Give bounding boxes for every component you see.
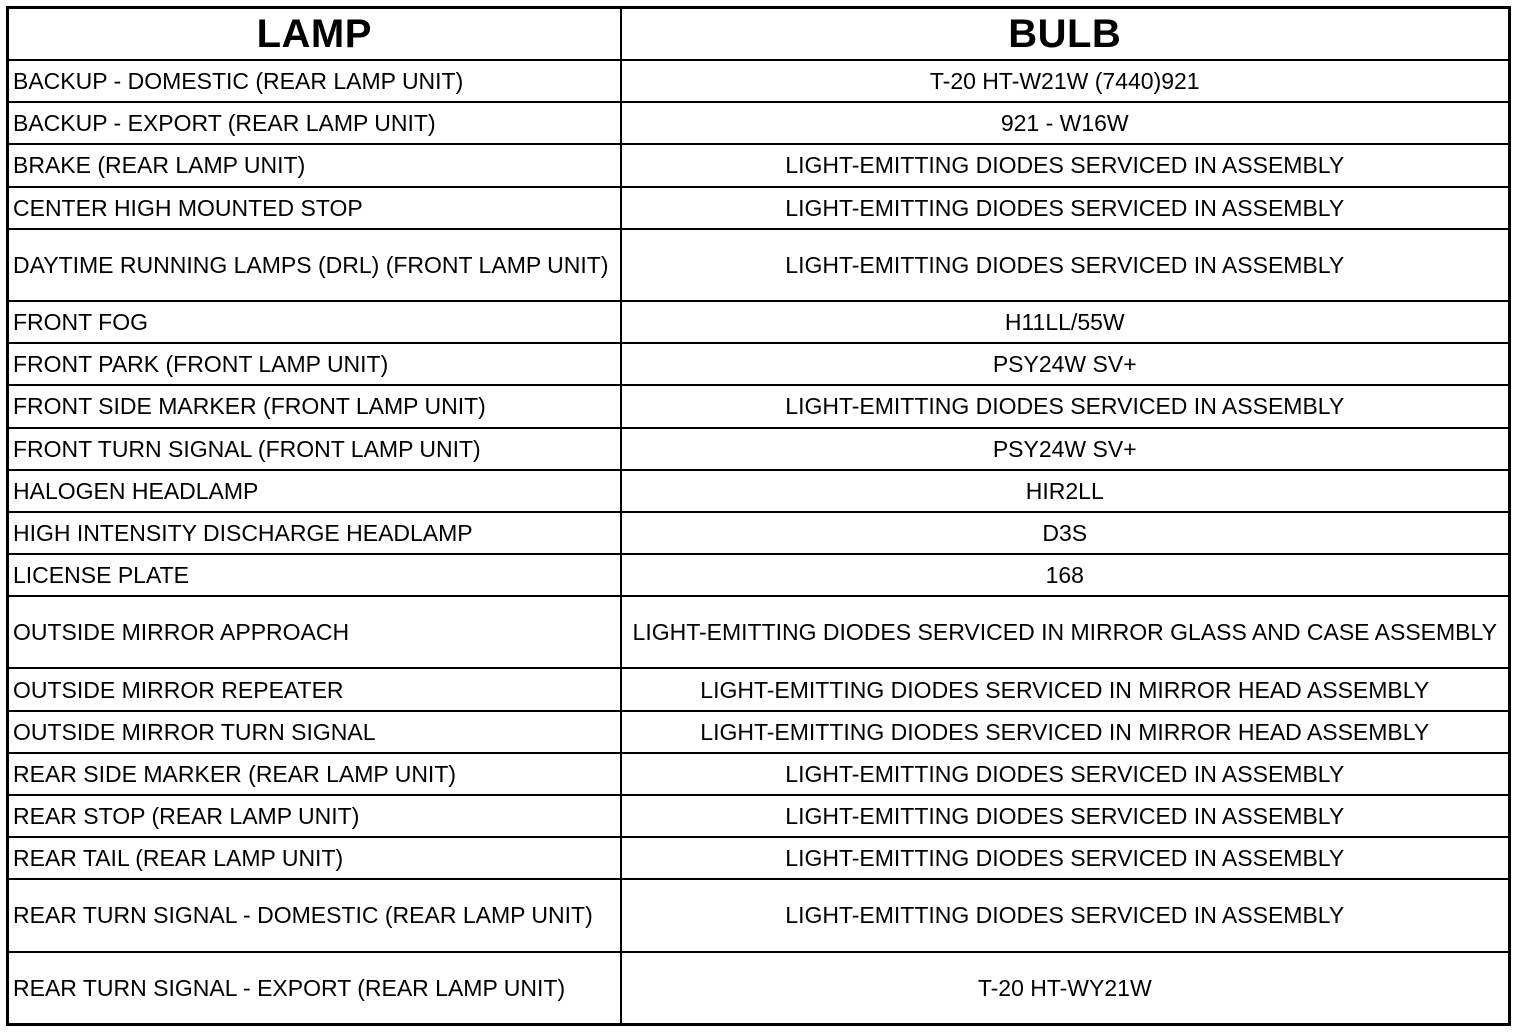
bulb-cell: LIGHT-EMITTING DIODES SERVICED IN ASSEMBLY bbox=[621, 795, 1510, 837]
table-row bbox=[8, 428, 1510, 470]
bulb-cell: PSY24W SV+ bbox=[621, 428, 1510, 470]
lamp-cell: REAR TURN SIGNAL - DOMESTIC (REAR LAMP UNIT) bbox=[8, 879, 621, 951]
bulb-cell: H11LL/55W bbox=[621, 301, 1510, 343]
lamp-cell: OUTSIDE MIRROR TURN SIGNAL bbox=[8, 711, 621, 753]
table-row bbox=[8, 512, 1510, 554]
lamp-cell: OUTSIDE MIRROR APPROACH bbox=[8, 596, 621, 668]
table-row bbox=[8, 837, 1510, 879]
bulb-cell: T-20 HT-W21W (7440)921 bbox=[621, 60, 1510, 102]
bulb-cell: LIGHT-EMITTING DIODES SERVICED IN MIRROR GLASS AND CASE ASSEMBLY bbox=[621, 596, 1510, 668]
lamp-cell: FRONT FOG bbox=[8, 301, 621, 343]
lamp-cell: HALOGEN HEADLAMP bbox=[8, 470, 621, 512]
bulb-cell: LIGHT-EMITTING DIODES SERVICED IN ASSEMBLY bbox=[621, 879, 1510, 951]
bulb-column-header: BULB bbox=[621, 8, 1510, 61]
table-row bbox=[8, 952, 1510, 1025]
table-row bbox=[8, 668, 1510, 710]
lamp-cell: BACKUP - EXPORT (REAR LAMP UNIT) bbox=[8, 102, 621, 144]
table-row bbox=[8, 102, 1510, 144]
lamp-cell: BRAKE (REAR LAMP UNIT) bbox=[8, 144, 621, 186]
bulb-cell: PSY24W SV+ bbox=[621, 343, 1510, 385]
lamp-cell: HIGH INTENSITY DISCHARGE HEADLAMP bbox=[8, 512, 621, 554]
bulb-cell: LIGHT-EMITTING DIODES SERVICED IN ASSEMBLY bbox=[621, 385, 1510, 427]
table-row bbox=[8, 60, 1510, 102]
table-row bbox=[8, 470, 1510, 512]
table-body bbox=[8, 60, 1510, 1025]
table-row bbox=[8, 753, 1510, 795]
table-row bbox=[8, 144, 1510, 186]
bulb-usage-sheet bbox=[6, 6, 1508, 1026]
lamp-cell: FRONT PARK (FRONT LAMP UNIT) bbox=[8, 343, 621, 385]
table-row bbox=[8, 596, 1510, 668]
table-row bbox=[8, 795, 1510, 837]
bulb-cell: T-20 HT-WY21W bbox=[621, 952, 1510, 1025]
bulb-cell: LIGHT-EMITTING DIODES SERVICED IN ASSEMBLY bbox=[621, 837, 1510, 879]
bulb-cell: 921 - W16W bbox=[621, 102, 1510, 144]
lamp-cell: REAR STOP (REAR LAMP UNIT) bbox=[8, 795, 621, 837]
table-row bbox=[8, 187, 1510, 229]
lamp-cell: LICENSE PLATE bbox=[8, 554, 621, 596]
table-row bbox=[8, 385, 1510, 427]
bulb-cell: HIR2LL bbox=[621, 470, 1510, 512]
lamp-cell: FRONT TURN SIGNAL (FRONT LAMP UNIT) bbox=[8, 428, 621, 470]
lamp-cell: DAYTIME RUNNING LAMPS (DRL) (FRONT LAMP UNIT) bbox=[8, 229, 621, 301]
lamp-cell: REAR TAIL (REAR LAMP UNIT) bbox=[8, 837, 621, 879]
table-header bbox=[8, 8, 1510, 61]
lamp-cell: OUTSIDE MIRROR REPEATER bbox=[8, 668, 621, 710]
lamp-cell: REAR SIDE MARKER (REAR LAMP UNIT) bbox=[8, 753, 621, 795]
header-row bbox=[8, 8, 1510, 61]
lamp-column-header: LAMP bbox=[8, 8, 621, 61]
bulb-cell: LIGHT-EMITTING DIODES SERVICED IN MIRROR HEAD ASSEMBLY bbox=[621, 668, 1510, 710]
table-row bbox=[8, 711, 1510, 753]
lamp-cell: REAR TURN SIGNAL - EXPORT (REAR LAMP UNIT) bbox=[8, 952, 621, 1025]
bulb-cell: LIGHT-EMITTING DIODES SERVICED IN ASSEMBLY bbox=[621, 144, 1510, 186]
bulb-cell: 168 bbox=[621, 554, 1510, 596]
bulb-cell: LIGHT-EMITTING DIODES SERVICED IN ASSEMBLY bbox=[621, 187, 1510, 229]
lamp-cell: CENTER HIGH MOUNTED STOP bbox=[8, 187, 621, 229]
lamp-cell: BACKUP - DOMESTIC (REAR LAMP UNIT) bbox=[8, 60, 621, 102]
bulb-cell: LIGHT-EMITTING DIODES SERVICED IN ASSEMBLY bbox=[621, 753, 1510, 795]
table-row bbox=[8, 879, 1510, 951]
bulb-cell: LIGHT-EMITTING DIODES SERVICED IN MIRROR HEAD ASSEMBLY bbox=[621, 711, 1510, 753]
table-row bbox=[8, 554, 1510, 596]
table-row bbox=[8, 301, 1510, 343]
table-row bbox=[8, 343, 1510, 385]
lamp-cell: FRONT SIDE MARKER (FRONT LAMP UNIT) bbox=[8, 385, 621, 427]
bulb-usage-table bbox=[6, 6, 1511, 1026]
bulb-cell: LIGHT-EMITTING DIODES SERVICED IN ASSEMBLY bbox=[621, 229, 1510, 301]
table-row bbox=[8, 229, 1510, 301]
bulb-cell: D3S bbox=[621, 512, 1510, 554]
